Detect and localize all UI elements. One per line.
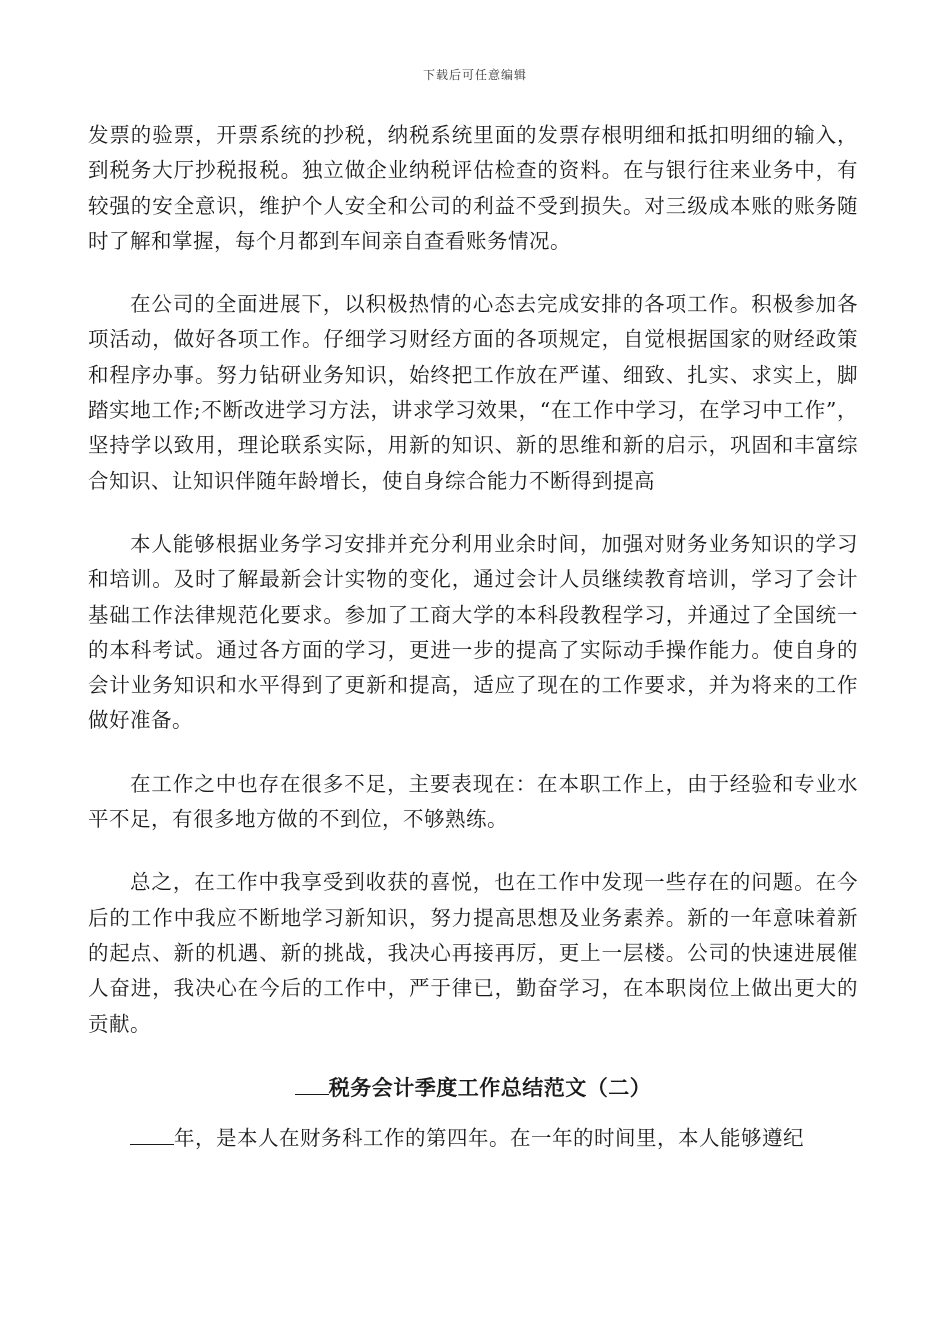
title-blank-underline (295, 1072, 329, 1095)
paragraph-study-training: 本人能够根据业务学习安排并充分利用业余时间，加强对财务业务知识的学习和培训。及时了解最新会计实物的变化，通过会计人员继续教育培训，学习了会计基础工作法律规范化要求。参加了工商大学的本科段教程学习，并通过了全国统一的本科考试。通过各方面的学习，更进一步的提高了实际动手操作能力。使自身的会计业务知识和水平得到了更新和提高，适应了现在的工作要求，并为将来的工作做好准备。 (88, 531, 858, 733)
section-title (88, 1070, 858, 1105)
section-title-text: 税务会计季度工作总结范文（二） (328, 1074, 652, 1100)
paragraph-company-development: 在公司的全面进展下，以积极热情的心态去完成安排的各项工作。积极参加各项活动，做好各项工作。仔细学习财经方面的各项规定，自觉根据国家的财经政策和程序办事。努力钻研业务知识，始终把工作放在严谨、细致、扎实、求实上，脚踏实地工作;不断改进学习方法，讲求学习效果，“在工作中学习，在学习中工作”，坚持学以致用，理论联系实际，用新的知识、新的思维和新的启示，巩固和丰富综合知识、让知识伴随年龄增长，使自身综合能力不断得到提高 (88, 292, 858, 493)
paragraph-section-two-intro (88, 1121, 858, 1156)
page-header: 下载后可任意编辑 (422, 68, 527, 82)
section-intro-text: 年，是本人在财务科工作的第四年。在一年的时间里，本人能够遵纪 (174, 1125, 804, 1150)
year-blank-underline (130, 1122, 174, 1145)
paragraph-conclusion: 总之，在工作中我享受到收获的喜悦，也在工作中发现一些存在的问题。在今后的工作中我应不断地学习新知识，努力提高思想及业务素养。新的一年意味着新的起点、新的机遇、新的挑战，我决心再接再厉，更上一层楼。公司的快速进展催人奋进，我决心在今后的工作中，严于律已，勤奋学习，在本职岗位上做出更大的贡献。 (88, 870, 858, 1036)
paragraph-shortcomings: 在工作之中也存在很多不足，主要表现在：在本职工作上，由于经验和专业水平不足，有很多地方做的不到位，不够熟练。 (88, 771, 858, 832)
document-body (88, 118, 858, 1156)
paragraph-invoice-duties: 发票的验票，开票系统的抄税，纳税系统里面的发票存根明细和抵扣明细的输入，到税务大厅抄税报税。独立做企业纳税评估检查的资料。在与银行往来业务中，有较强的安全意识，维护个人安全和公司的利益不受到损失。对三级成本账的账务随时了解和掌握，每个月都到车间亲自查看账务情况。 (88, 123, 858, 253)
